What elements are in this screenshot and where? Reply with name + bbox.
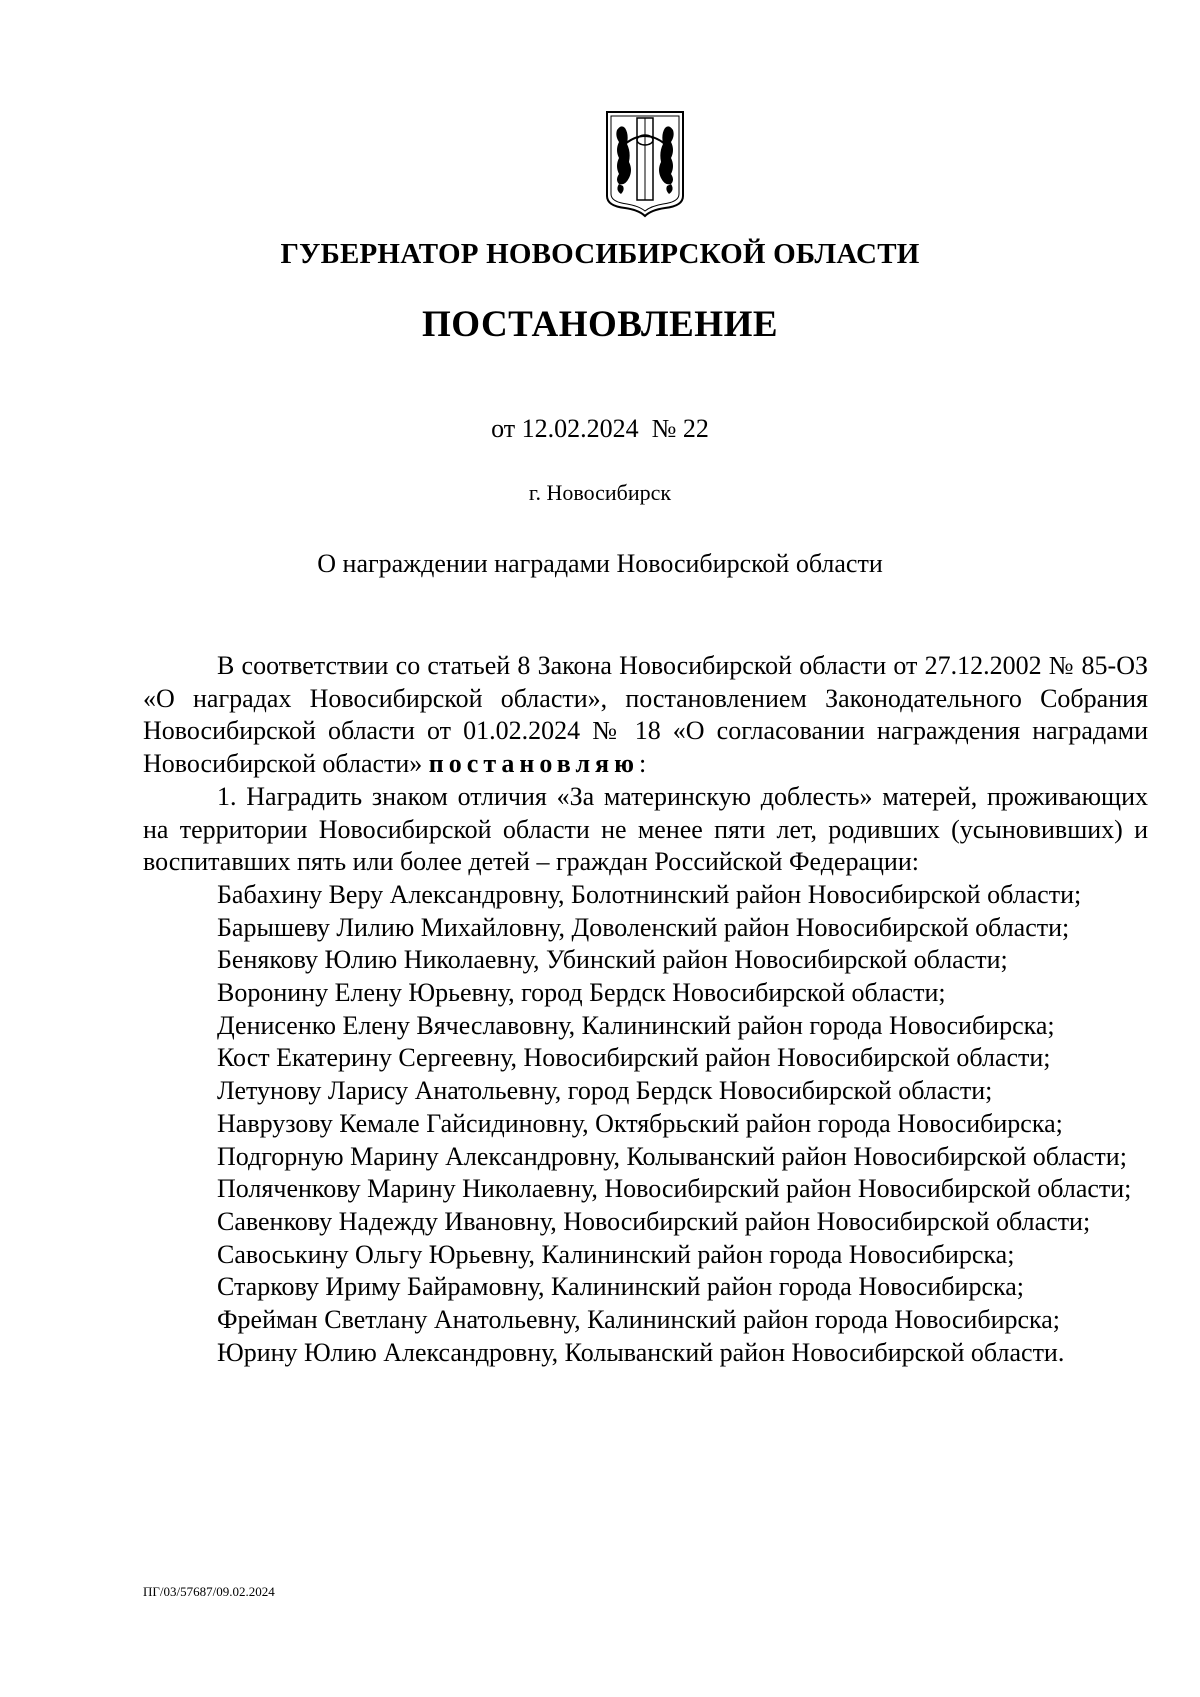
- document-body: [143, 650, 1148, 1369]
- awardee-item: Старкову Ириму Байрамовну, Калининский район города Новосибирска;: [217, 1272, 1024, 1302]
- awardee-item: Кост Екатерину Сергеевну, Новосибирский район Новосибирской области;: [217, 1043, 1051, 1073]
- city: г. Новосибирск: [528, 480, 672, 505]
- awardee-item: Поляченкову Марину Николаевну, Новосибирский район Новосибирской области;: [217, 1174, 1132, 1204]
- awardee-item: Барышеву Лилию Михайловну, Доволенский район Новосибирской области;: [217, 912, 1070, 942]
- awardee-item: Воронину Елену Юрьевну, город Бердск Новосибирской области;: [217, 978, 946, 1008]
- resolve-word: постановляю: [428, 749, 639, 779]
- awardee-item: Летунову Ларису Анатольевну, город Бердск Новосибирской области;: [217, 1076, 993, 1106]
- item-1-paragraph: 1. Наградить знаком отличия «За материнскую доблесть» матерей, проживающих на территории Новосибирской области не менее пяти лет, родивших (усыновивших) и воспитавших пять или более детей – граждан Российской Федерации:: [143, 781, 1148, 877]
- awardee-item: Бенякову Юлию Николаевну, Убинский район Новосибирской области;: [217, 945, 1008, 975]
- preamble-text: В соответствии со статьей 8 Закона Новосибирской области от 27.12.2002 № 85-ОЗ «О наградах Новосибирской области», постановлением Законодательного Собрания Новосибирской области от 01.02.2024 № 18 «О согласовании награждения наградами Новосибирской области»: [143, 651, 1148, 779]
- document-subject: О награждении наградами Новосибирской области: [317, 549, 883, 578]
- preamble-paragraph: [143, 650, 1148, 781]
- awardee-item: Фрейман Светлану Анатольевну, Калининский район города Новосибирска;: [217, 1305, 1061, 1335]
- coat-of-arms-emblem: [603, 110, 687, 218]
- awardee-item: Юрину Юлию Александровну, Колыванский район Новосибирской области.: [217, 1337, 1065, 1367]
- awardee-item: Бабахину Веру Александровну, Болотнинский район Новосибирской области;: [217, 879, 1082, 909]
- resolve-colon: :: [638, 749, 647, 779]
- awardee-item: Наврузову Кемале Гайсидиновну, Октябрьский район города Новосибирска;: [217, 1108, 1063, 1138]
- date-and-number: от 12.02.2024 № 22: [491, 414, 709, 443]
- awardee-item: Подгорную Марину Александровну, Колыванский район Новосибирской области;: [217, 1141, 1127, 1171]
- awardee-item: Денисенко Елену Вячеславовну, Калининский район города Новосибирска;: [217, 1010, 1055, 1040]
- awardee-item: Савенкову Надежду Ивановну, Новосибирский район Новосибирской области;: [217, 1206, 1091, 1236]
- document-registration-code: ПГ/03/57687/09.02.2024: [143, 1584, 275, 1599]
- document-type-title: ПОСТАНОВЛЕНИЕ: [421, 304, 779, 345]
- issuing-authority: ГУБЕРНАТОР НОВОСИБИРСКОЙ ОБЛАСТИ: [280, 238, 920, 270]
- awardee-item: Савоськину Ольгу Юрьевну, Калининский район города Новосибирска;: [217, 1239, 1015, 1269]
